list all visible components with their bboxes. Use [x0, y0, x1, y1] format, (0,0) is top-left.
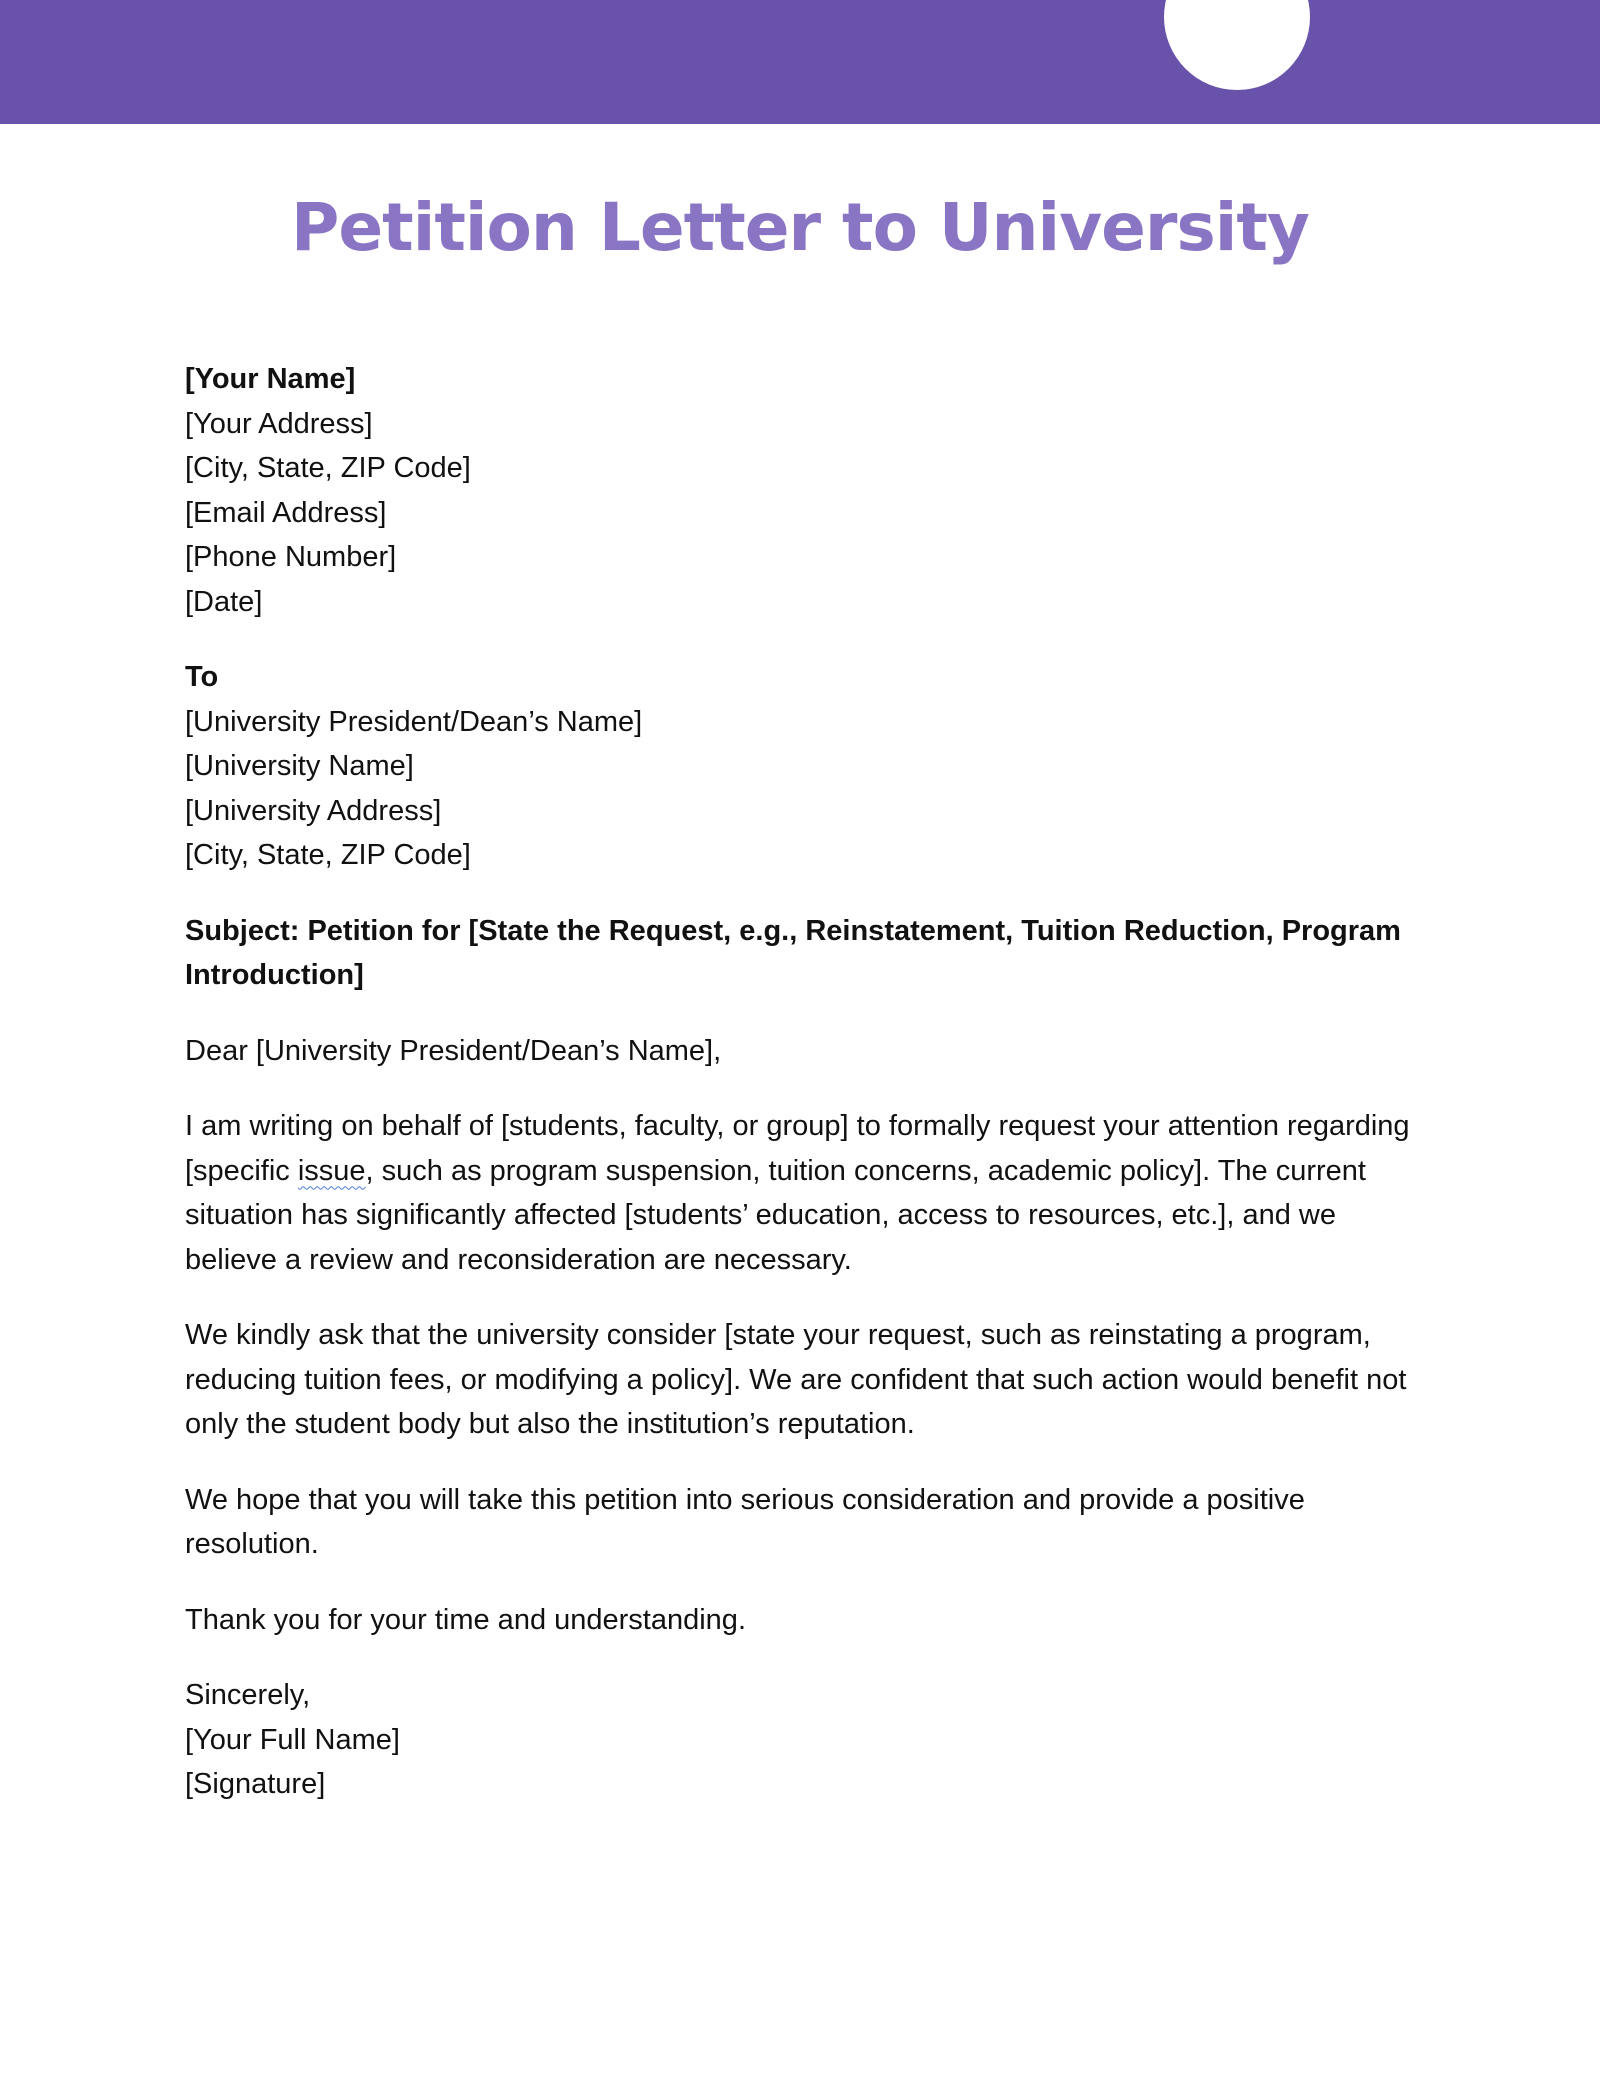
sender-block — [185, 357, 1425, 624]
recipient-university: [University Name] — [185, 750, 414, 782]
salutation: Dear [University President/Dean’s Name], — [185, 1034, 722, 1067]
body-paragraph-3: We hope that you will take this petition into serious consideration and provide a positive resolution. — [185, 1483, 1305, 1560]
header-band — [0, 0, 1600, 124]
sender-city: [City, State, ZIP Code] — [185, 452, 471, 484]
page-title: Petition Letter to University — [291, 189, 1309, 266]
closing-signature: [Signature] — [185, 1768, 326, 1800]
header-circle-decoration — [1164, 0, 1310, 90]
sender-phone: [Phone Number] — [185, 541, 397, 573]
sender-name: [Your Name] — [185, 363, 356, 395]
recipient-to-label: To — [185, 661, 219, 693]
body-paragraph-1-start: I am writing on behalf of [students, faculty, or group] to formally request your attention regarding [specific — [185, 1110, 1410, 1187]
recipient-city: [City, State, ZIP Code] — [185, 839, 471, 871]
closing-full-name: [Your Full Name] — [185, 1723, 400, 1756]
recipient-block — [185, 655, 1425, 878]
closing-valediction: Sincerely, — [185, 1679, 311, 1711]
sender-email: [Email Address] — [185, 496, 387, 529]
spellcheck-flagged-word[interactable]: issue — [297, 1154, 366, 1187]
body-paragraph-4: Thank you for your time and understanding. — [185, 1603, 746, 1636]
body-paragraph-1-end: , such as program suspension, tuition concerns, academic policy]. The current situation has significantly affected [students’ education, access to resources, etc.], and we believe a review and reconsideration are necessary. — [185, 1154, 1366, 1276]
letter-body — [185, 357, 1425, 1838]
recipient-name: [University President/Dean’s Name] — [185, 705, 643, 738]
closing-block — [185, 1673, 1425, 1807]
body-paragraph-2: We kindly ask that the university consider [state your request, such as reinstating a program, reducing tuition fees, or modifying a policy]. We are confident that such action would benefit not only the student body but also the institution’s reputation. — [185, 1319, 1407, 1440]
body-paragraph-1 — [185, 1104, 1425, 1282]
recipient-address: [University Address] — [185, 794, 442, 827]
subject-line: Subject: Petition for [State the Request, e.g., Reinstatement, Tuition Reduction, Program Introduction] — [185, 914, 1401, 991]
sender-date: [Date] — [185, 585, 263, 618]
sender-address: [Your Address] — [185, 407, 373, 440]
